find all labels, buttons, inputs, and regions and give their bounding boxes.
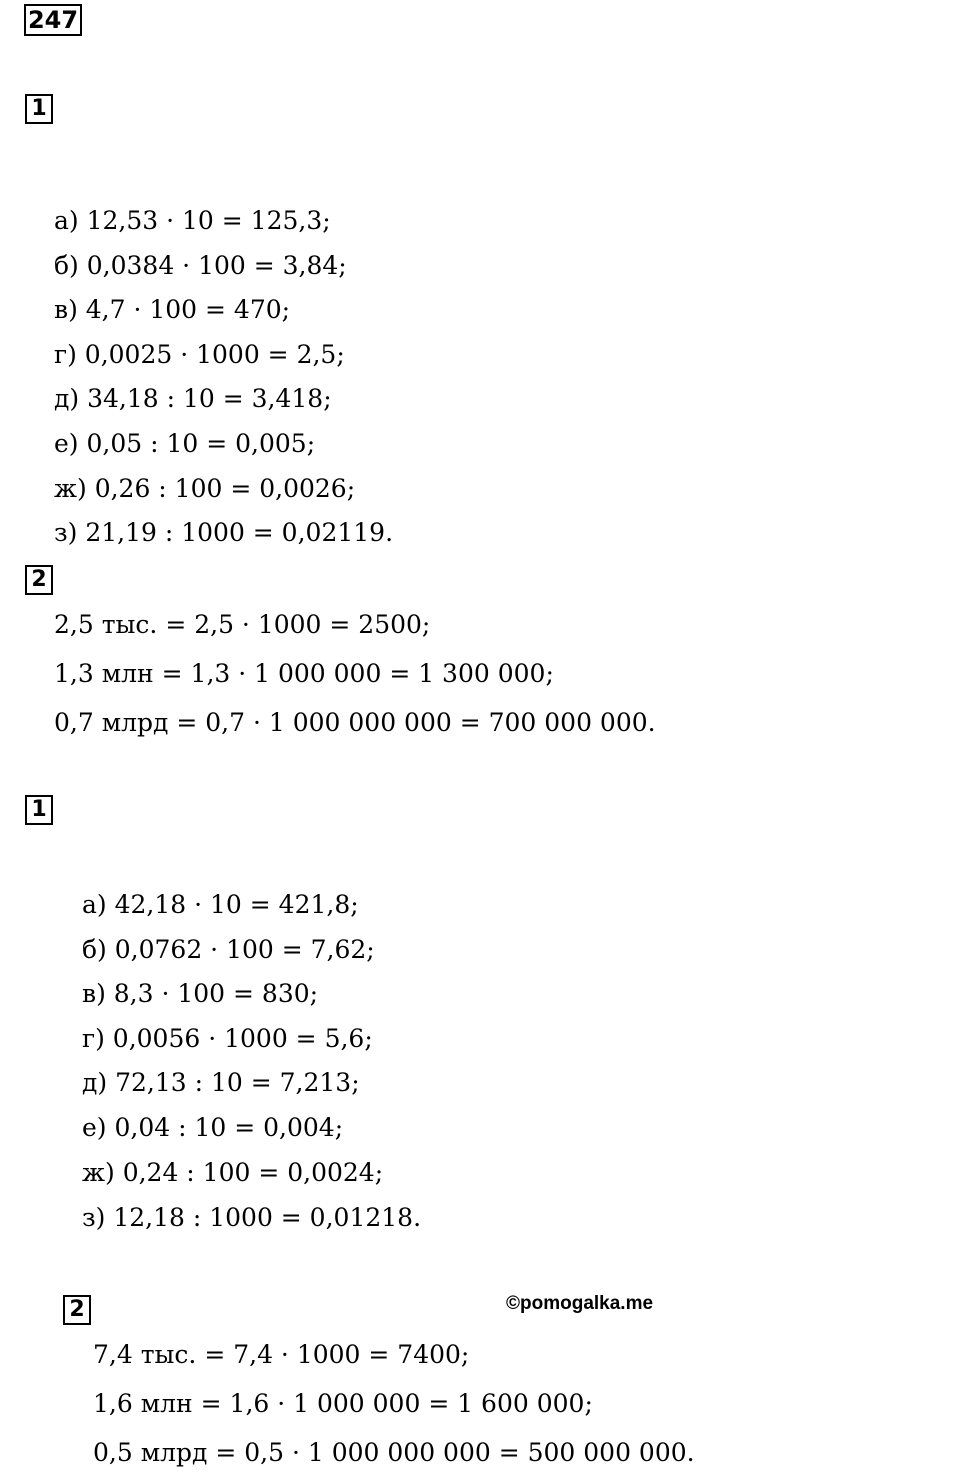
equation-line: г) 0,0056 · 1000 = 5,6;: [82, 1024, 373, 1053]
conversion-line: 1,6 млн = 1,6 · 1 000 000 = 1 600 000;: [93, 1389, 593, 1418]
equation-line: г) 0,0025 · 1000 = 2,5;: [54, 340, 345, 369]
equation-line: з) 21,19 : 1000 = 0,02119.: [54, 518, 394, 547]
watermark: ©pomogalka.me: [506, 1293, 654, 1314]
equation-line: а) 42,18 · 10 = 421,8;: [82, 890, 359, 919]
conversion-line: 2,5 тыс. = 2,5 · 1000 = 2500;: [54, 610, 431, 639]
equation-line: б) 0,0762 · 100 = 7,62;: [82, 935, 375, 964]
task-marker-1: 1: [25, 94, 53, 124]
conversion-line: 1,3 млн = 1,3 · 1 000 000 = 1 300 000;: [54, 659, 554, 688]
equation-line: ж) 0,24 : 100 = 0,0024;: [82, 1158, 384, 1187]
equation-line: а) 12,53 · 10 = 125,3;: [54, 206, 331, 235]
equation-line: з) 12,18 : 1000 = 0,01218.: [82, 1203, 422, 1232]
equation-line: е) 0,04 : 10 = 0,004;: [82, 1113, 344, 1142]
task-marker-2: 2: [63, 1295, 91, 1325]
equation-line: б) 0,0384 · 100 = 3,84;: [54, 251, 347, 280]
equation-line: е) 0,05 : 10 = 0,005;: [54, 429, 316, 458]
task-marker-2: 2: [25, 565, 53, 595]
equation-line: ж) 0,26 : 100 = 0,0026;: [54, 474, 356, 503]
equation-line: д) 72,13 : 10 = 7,213;: [82, 1068, 360, 1097]
equation-line: д) 34,18 : 10 = 3,418;: [54, 384, 332, 413]
conversion-line: 0,7 млрд = 0,7 · 1 000 000 000 = 700 000 000.: [54, 708, 656, 737]
conversion-line: 7,4 тыс. = 7,4 · 1000 = 7400;: [93, 1340, 470, 1369]
task-marker-1: 1: [25, 795, 53, 825]
problem-number: 247: [24, 4, 82, 36]
equation-line: в) 4,7 · 100 = 470;: [54, 295, 291, 324]
conversion-line: 0,5 млрд = 0,5 · 1 000 000 000 = 500 000 000.: [93, 1438, 695, 1467]
equation-line: в) 8,3 · 100 = 830;: [82, 979, 319, 1008]
